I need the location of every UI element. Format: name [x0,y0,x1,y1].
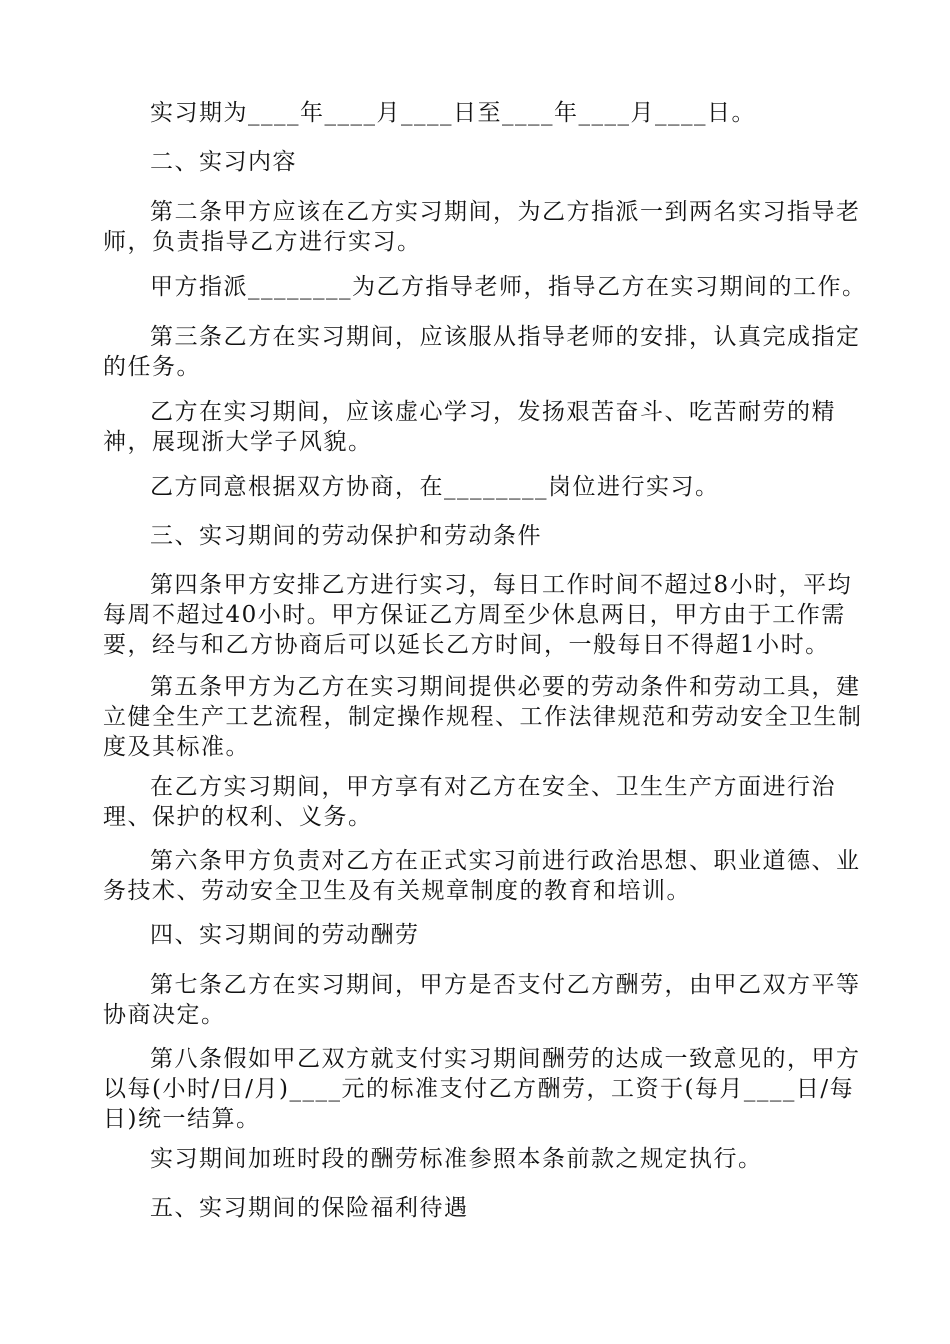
paragraph-learning-attitude: 乙方在实习期间，应该虚心学习，发扬艰苦奋斗、吃苦耐劳的精神，展现浙大学子风貌。 [103,399,836,455]
paragraph-assign-advisor: 甲方指派________为乙方指导老师，指导乙方在实习期间的工作。 [150,274,867,300]
heading-remuneration: 四、实习期间的劳动酬劳 [150,922,420,948]
paragraph-internship-period: 实习期为____年____月____日至____年____月____日。 [150,100,756,126]
paragraph-article-3: 第三条乙方在实习期间，应该服从指导老师的安排，认真完成指定的任务。 [103,324,861,380]
paragraph-article-7: 第七条乙方在实习期间，甲方是否支付乙方酬劳，由甲乙双方平等协商决定。 [103,972,861,1028]
paragraph-position-agreement: 乙方同意根据双方协商，在________岗位进行实习。 [150,474,720,500]
heading-internship-content: 二、实习内容 [150,149,297,175]
paragraph-article-5: 第五条甲方为乙方在实习期间提供必要的劳动条件和劳动工具，建立健全生产工艺流程，制定操作规程、工作法律规范和劳动安全卫生制度及其标准。 [103,674,863,760]
heading-insurance-benefits: 五、实习期间的保险福利待遇 [150,1195,469,1221]
paragraph-article-4: 第四条甲方安排乙方进行实习，每日工作时间不超过8小时，平均每周不超过40小时。甲方保证乙方周至少休息两日，甲方由于工作需要，经与和乙方协商后可以延长乙方时间，一般每日不得超1小时。 [103,572,853,658]
paragraph-article-6: 第六条甲方负责对乙方在正式实习前进行政治思想、职业道德、业务技术、劳动安全卫生及有关规章制度的教育和培训。 [103,848,861,904]
paragraph-overtime: 实习期间加班时段的酬劳标准参照本条前款之规定执行。 [150,1146,763,1172]
paragraph-article-2: 第二条甲方应该在乙方实习期间，为乙方指派一到两名实习指导老师，负责指导乙方进行实习。 [103,199,861,255]
heading-labor-protection: 三、实习期间的劳动保护和劳动条件 [150,523,542,549]
paragraph-safety-rights: 在乙方实习期间，甲方享有对乙方在安全、卫生生产方面进行治理、保护的权利、义务。 [103,774,836,830]
paragraph-article-8: 第八条假如甲乙双方就支付实习期间酬劳的达成一致意见的，甲方以每(小时/日/月)____元的标准支付乙方酬劳，工资于(每月____日/每日)统一结算。 [103,1046,861,1132]
